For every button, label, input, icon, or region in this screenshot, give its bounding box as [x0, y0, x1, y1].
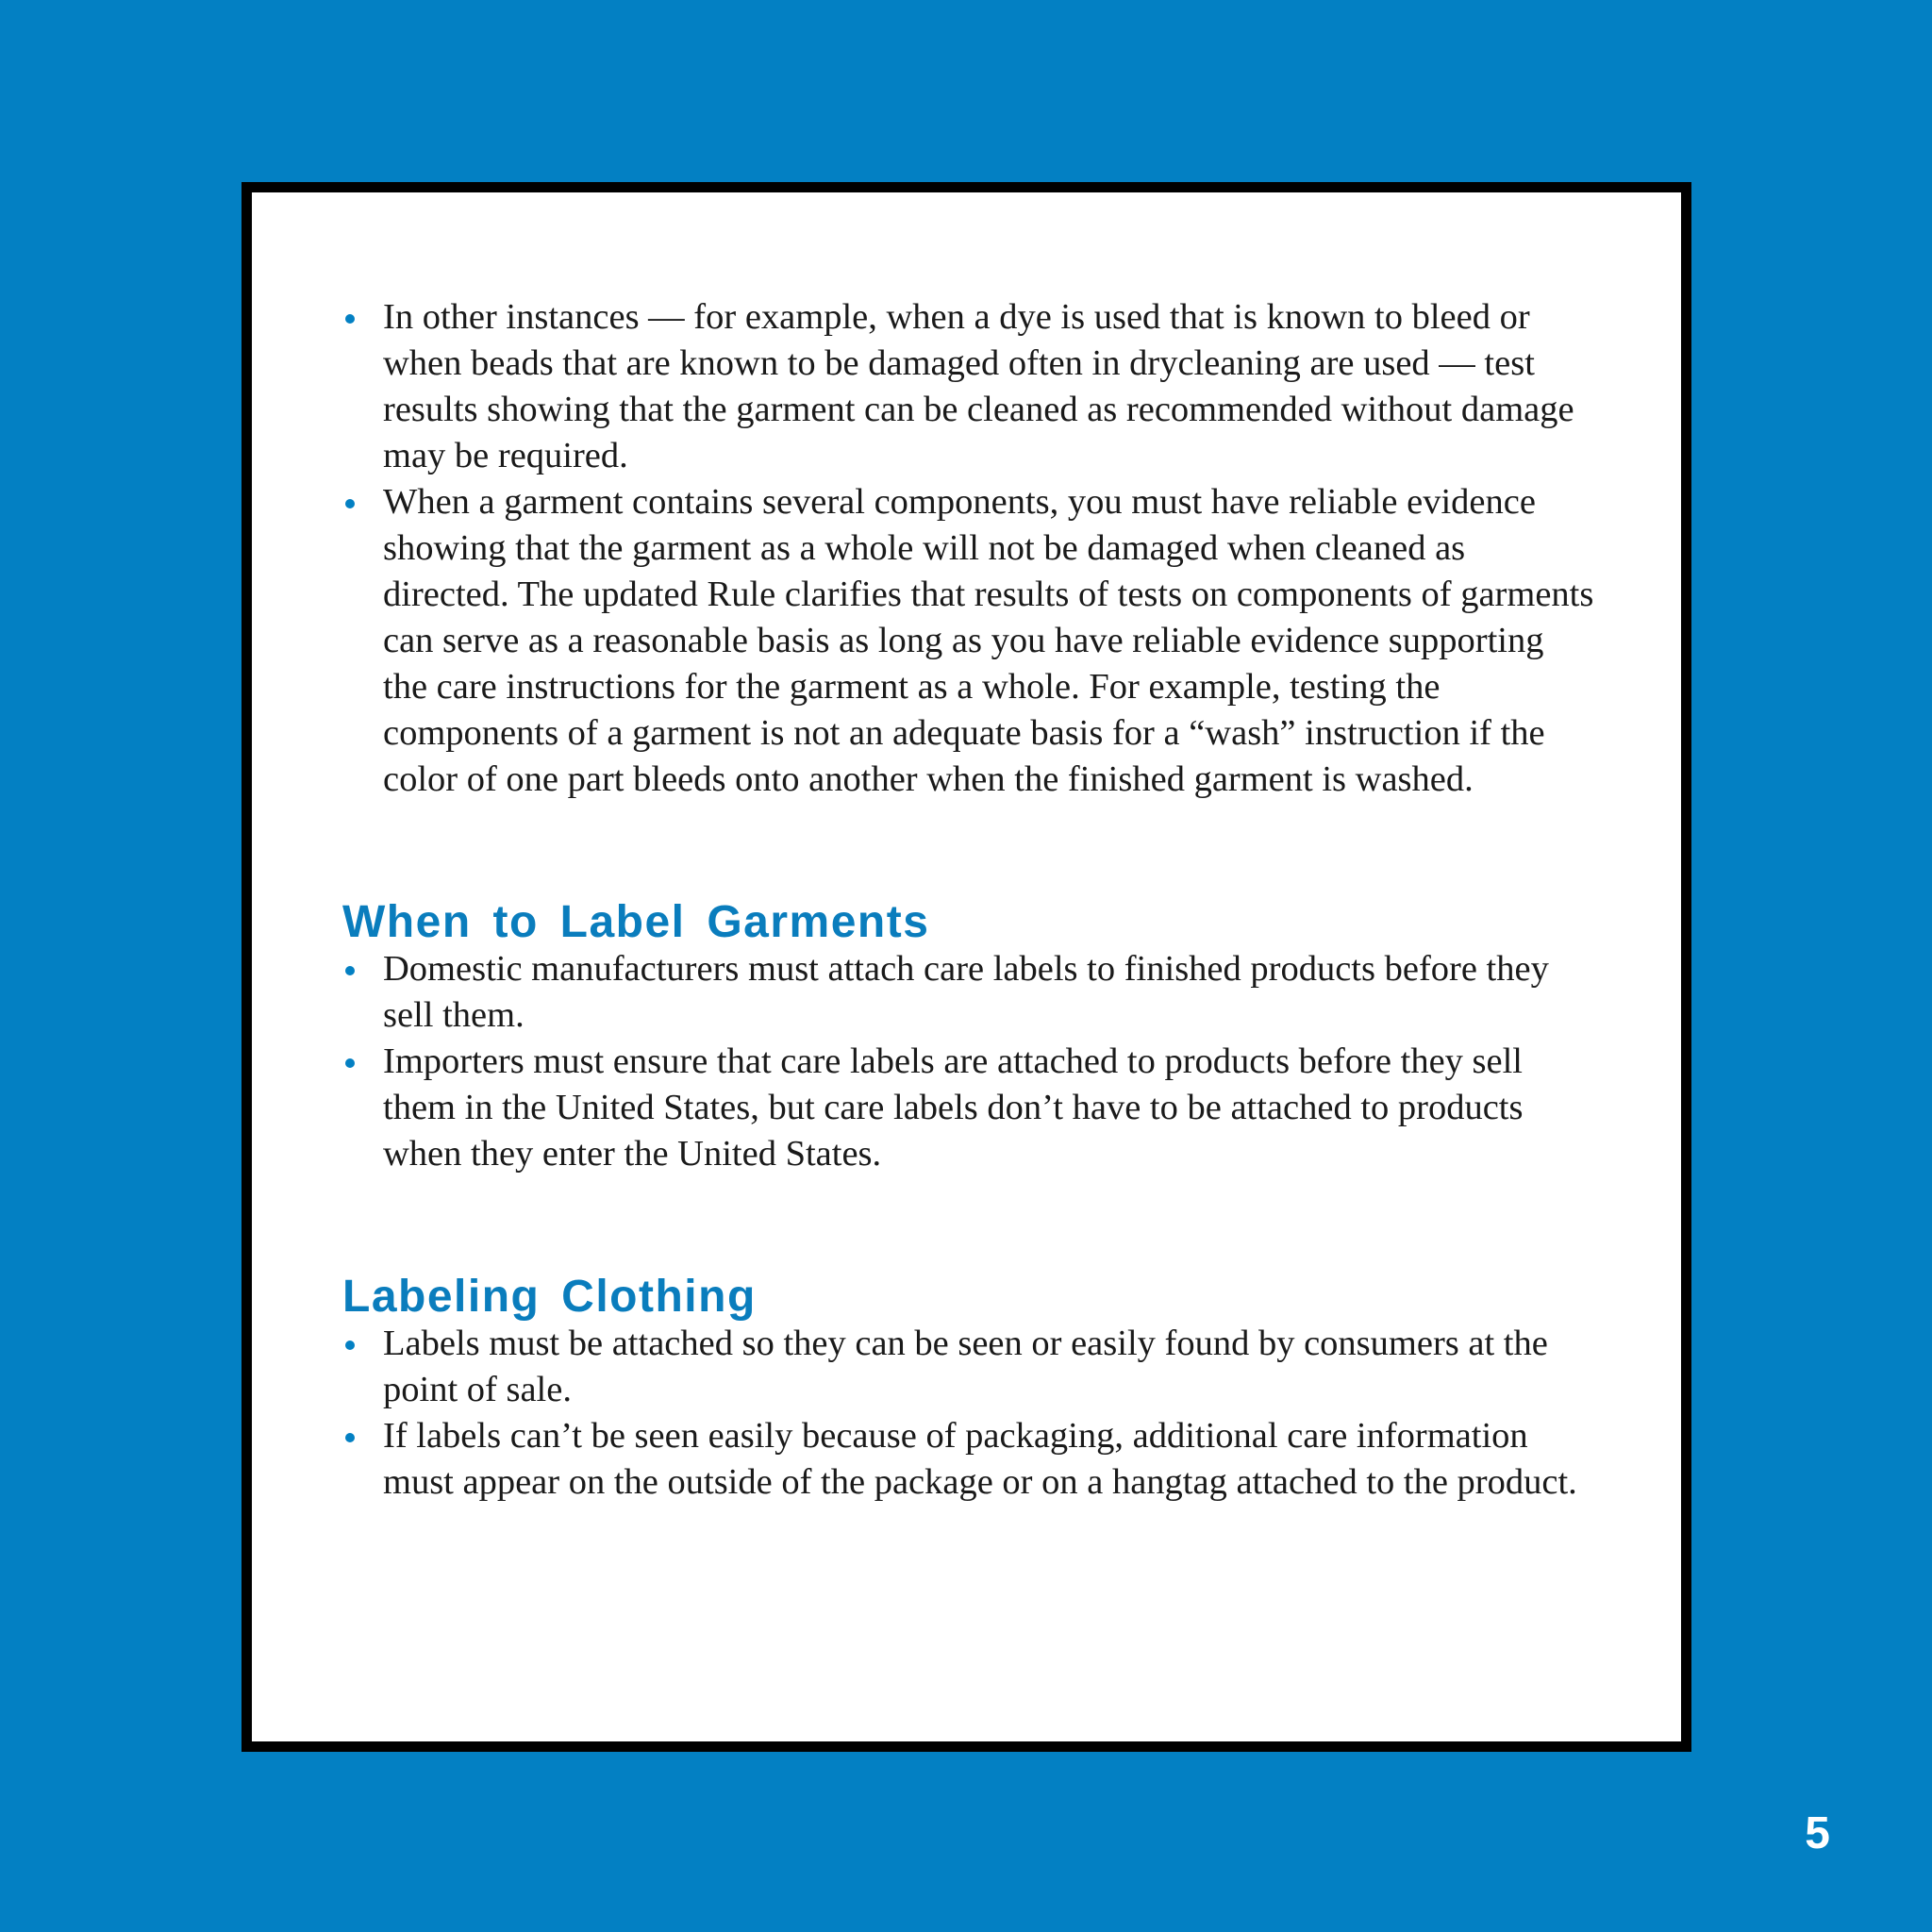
- bullet-text: In other instances — for example, when a dye is used that is known to bleed or when beads that are known to be damaged often in drycleaning are used — test results showing that the garment can be cleaned as recommended without damage may be required.: [383, 297, 1574, 475]
- content-panel: [242, 182, 1691, 1752]
- when-to-label-bullet-list: [342, 946, 1597, 1177]
- list-item: [342, 1039, 1597, 1177]
- intro-bullet-list: [342, 294, 1597, 803]
- bullet-icon: [345, 499, 355, 508]
- bullet-text: If labels can’t be seen easily because of packaging, additional care information must appear on the outside of the package or on a hangtag attached to the product.: [383, 1416, 1577, 1502]
- list-item: [342, 1321, 1597, 1413]
- section-heading-labeling-clothing: Labeling Clothing: [342, 1272, 757, 1322]
- bullet-icon: [345, 966, 355, 975]
- list-item: [342, 294, 1597, 479]
- bullet-icon: [345, 1433, 355, 1442]
- bullet-text: Importers must ensure that care labels are attached to products before they sell them in the United States, but care labels don’t have to be attached to products when they enter the United States.: [383, 1041, 1524, 1174]
- list-item: [342, 946, 1597, 1039]
- section-heading-when-to-label: When to Label Garments: [342, 897, 930, 947]
- page-number: 5: [1805, 1808, 1830, 1858]
- labeling-clothing-bullet-list: [342, 1321, 1597, 1506]
- bullet-text: Domestic manufacturers must attach care labels to finished products before they sell them.: [383, 949, 1549, 1035]
- content-inner: [342, 294, 1597, 1506]
- bullet-text: Labels must be attached so they can be seen or easily found by consumers at the point of sale.: [383, 1324, 1548, 1409]
- bullet-icon: [345, 1341, 355, 1350]
- bullet-text: When a garment contains several components, you must have reliable evidence showing that the garment as a whole will not be damaged when cleaned as directed. The updated Rule clarifies that results of tests on components of garments can serve as a reasonable basis as long as you have reliable evidence supporting the care instructions for the garment as a whole. For example, testing the components of a garment is not an adequate basis for a “wash” instruction if the color of one part bleeds onto another when the finished garment is washed.: [383, 482, 1594, 799]
- list-item: [342, 1413, 1597, 1506]
- bullet-icon: [345, 314, 355, 324]
- bullet-icon: [345, 1058, 355, 1068]
- list-item: [342, 479, 1597, 803]
